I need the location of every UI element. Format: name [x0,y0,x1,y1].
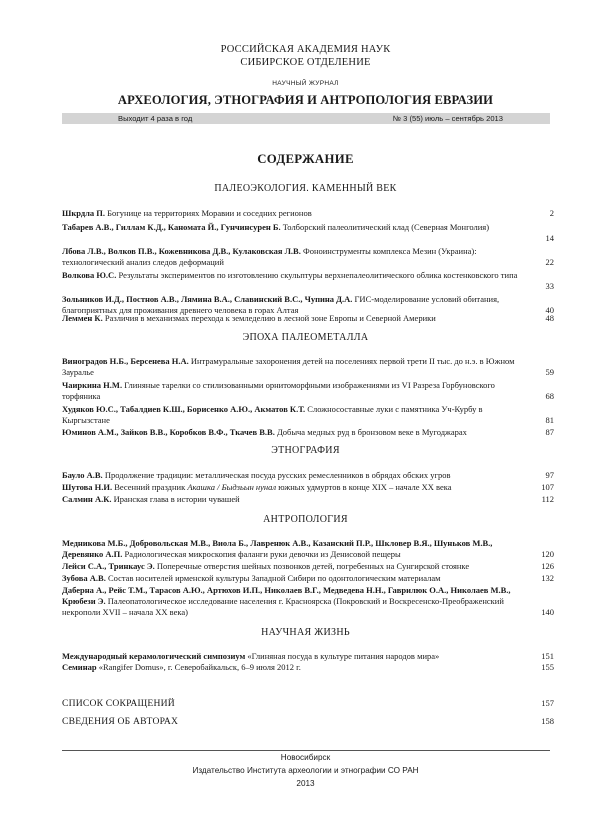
entry-page: 157 [541,698,554,708]
entry-title: «Rangifer Domus», г. Северобайкальск, 6–9 июля 2012 г. [98,662,301,672]
entry-page: 107 [541,482,554,492]
entry-title: Продолжение традиции: металлическая посуда русских ремесленников в обрядах обских угров [104,470,451,480]
entry-page: 2 [549,208,554,218]
entry-title: Радиологическая микроскопия фаланги руки девочки из Денисовой пещеры [124,548,401,559]
section-title: НАУЧНАЯ ЖИЗНЬ [261,627,350,638]
journal-title: АРХЕОЛОГИЯ, ЭТНОГРАФИЯ И АНТРОПОЛОГИЯ ЕВРАЗИИ [117,93,494,107]
entry-page: 132 [541,573,554,583]
entry-title: Богунице на территориях Моравии и соседних регионов [107,208,312,218]
authors-info-link[interactable]: СВЕДЕНИЯ ОБ АВТОРАХ [62,716,179,727]
entry-authors: Чаиркина Н.М. [62,380,123,390]
entry-title: Толборский палеолитический клад (Северная Монголия) [282,222,490,232]
entry-page: 33 [545,281,554,291]
entry-page: 97 [545,470,554,480]
entry-title: Поперечные отверстия шейных позвонков детей, погребенных на Сунгирской стоянке [156,561,470,571]
entry-title: Результаты экспериментов по изготовлению скульптуры верхнепалеолитического облика костенковского типа [118,270,518,280]
entry-authors: Леммен К. [62,313,103,323]
section-title: АНТРОПОЛОГИЯ [263,514,348,525]
issue-info-bar [62,113,550,124]
entry-authors: Медникова М.Б., Добровольская М.В., Виола Б., Лавренюк А.В., Казанский П.Р., Шкловер В.Я., Шуньков М.В., Деревянко А.П. [62,538,493,559]
entry-title: Фоноинструменты комплекса Мезин (Украина): технологический анализ следов деформаций [62,246,477,267]
entry-title: Добыча медных руд в бронзовом веке в Мугоджарах [276,427,467,437]
footer-publisher: Издательство Института археологии и этнографии СО РАН [192,766,419,775]
entry-authors: Волкова Ю.С. [62,270,117,280]
entry-title-italic: Акашка / Быдзьын нунал [187,482,277,492]
entry-authors: Юминов А.М., Зайков В.В., Коробков В.Ф., Ткачев В.В. [62,427,275,437]
entry-title-before: Весенний праздник [114,482,188,492]
entry-title: Интрамуральные захоронения детей на поселениях первой трети II тыс. до н.э. в Южном Зауралье [62,356,515,377]
footer-city: Новосибирск [280,753,331,762]
entry-authors: Худяков Ю.С., Табалдиев К.Ш., Борисенко А.Ю., Акматов К.Т. [62,404,306,414]
entry-authors: Бауло А.В. [62,470,103,480]
entry-page: 87 [545,427,554,437]
entry-page: 81 [545,415,554,425]
entry-page: 40 [545,305,554,315]
abbreviations-link[interactable]: СПИСОК СОКРАЩЕНИЙ [62,698,175,709]
organization-line1: РОССИЙСКАЯ АКАДЕМИЯ НАУК [220,44,391,55]
section-title: ПАЛЕОЭКОЛОГИЯ. КАМЕННЫЙ ВЕК [214,183,397,194]
entry-title: Сложносоставные луки с памятника Уч-Курбу в Кыргызстане [62,404,483,425]
entry-page: 120 [541,549,554,559]
entry-page: 22 [545,257,554,267]
entry-authors: Зубова А.В. [62,573,106,583]
entry-title: Глиняные тарелки со стилизованными орнитоморфными изображениями из VI Разреза Горбуновского торфяника [62,380,495,401]
organization-line2: СИБИРСКОЕ ОТДЕЛЕНИЕ [240,57,371,68]
entry-authors: Салмин А.К. [62,494,112,504]
section-title: ЭТНОГРАФИЯ [271,445,340,456]
entry-authors: Табарев А.В., Гиллам К.Д., Каномата Й., Гунчинсурен Б. [62,222,281,232]
entry-page: 151 [541,651,554,661]
entry-title: Иранская глава в истории чувашей [113,494,240,504]
entry-authors: Виноградов Н.Б., Берсенева Н.А. [62,356,189,366]
entry-page: 14 [545,233,554,243]
entry-page: 158 [541,716,554,726]
entry-page: 59 [545,367,554,377]
publication-frequency: Выходит 4 раза в год [118,114,193,123]
entry-page: 126 [541,561,554,571]
entry-page: 112 [541,494,554,504]
entry-title: Состав носителей ирменской культуры Западной Сибири по одонтологическим материалам [107,573,441,583]
entry-authors: Лейси С.А., Тринкаус Э. [62,561,155,571]
toc-entry[interactable] [62,270,530,281]
entry-title: Палеопатологическое исследование населения г. Красноярска (Покровский и Воскресенско-Преображенский некрополи XVII – начала XX века) [62,595,504,617]
entry-authors: Шкрдла П. [62,208,106,218]
entry-page: 155 [541,662,554,672]
entry-title: «Глиняная посуда в культуре питания народов мира» [247,651,440,661]
entry-title: Различия в механизмах перехода к земледелию в лесной зоне Европы и Северной Америки [104,313,436,323]
entry-title: ГИС-моделирование условий обитания, благоприятных для проживания древнего человека в горах Алтая [62,294,500,315]
contents-heading: СОДЕРЖАНИЕ [257,152,354,166]
section-title: ЭПОХА ПАЛЕОМЕТАЛЛА [242,332,369,343]
entry-title-after: южных удмуртов в конце XIX – начале XX века [276,482,452,492]
issue-number: № 3 (55) июль – сентябрь 2013 [392,114,503,123]
entry-authors: Даберна А., Рейс Т.М., Тарасов А.Ю., Артюхов И.П., Николаев В.Г., Медведева Н.Н., Гаврилюк О.А., Николаев М.В., Крюбези Э. [62,585,511,606]
footer-year: 2013 [296,779,315,788]
entry-authors: Международный керамологический симпозиум [62,651,246,661]
entry-authors: Зольников И.Д., Постнов А.В., Лямина В.А., Славинский В.С., Чупина Д.А. [62,294,353,304]
entry-authors: Лбова Л.В., Волков П.В., Кожевникова Д.В., Кулаковская Л.В. [62,246,301,256]
entry-authors: Семинар [62,662,97,672]
entry-page: 48 [545,313,554,323]
entry-page: 68 [545,391,554,401]
footer-divider [62,750,550,751]
entry-page: 140 [541,607,554,617]
toc-entry[interactable] [62,222,530,233]
entry-authors: Шутова Н.И. [62,482,113,492]
journal-type: НАУЧНЫЙ ЖУРНАЛ [272,80,339,87]
